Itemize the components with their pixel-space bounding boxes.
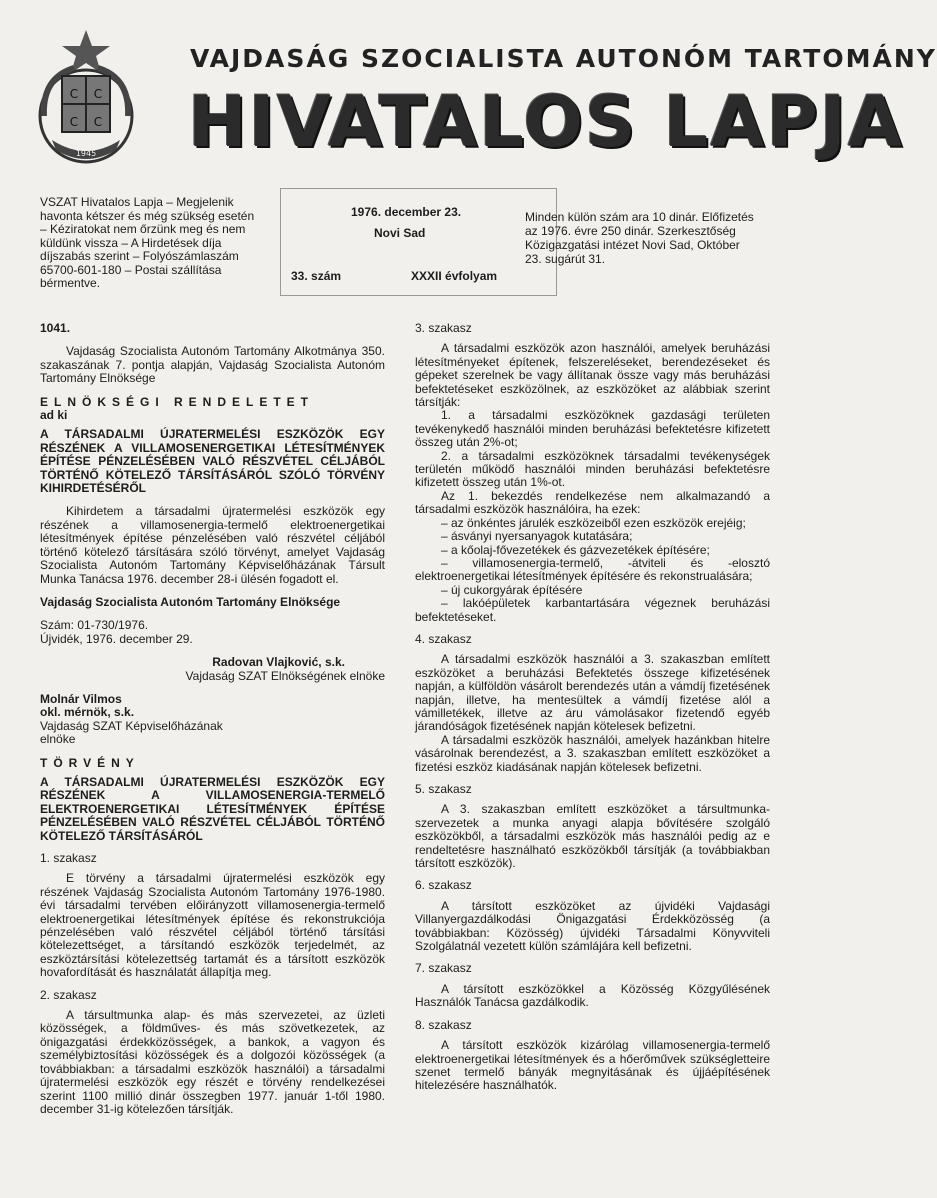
publication-subtitle: VAJDASÁG SZOCIALISTA AUTONÓM TARTOMÁNY: [190, 44, 937, 73]
document-number: 1041.: [40, 321, 71, 335]
signatory-1-role: Vajdaság SZAT Elnökségének elnöke: [185, 668, 385, 683]
section-4-paragraph-2: A társadalmi eszközök használói, amelyek hazánkban hitelre vásárolnak berendezést, a 3. szakaszban említett eszközöket a fizetési eszköz kiadásának napján kötelesek befizetni.: [415, 732, 770, 774]
section-3-dash-1: – az önkéntes járulék eszközeiből ezen eszközök erejéig;: [441, 515, 746, 530]
signatory-1-name: Radovan Vlajković, s.k.: [212, 655, 345, 670]
section-3-dash-5: – új cukorgyárak építésére: [441, 582, 583, 597]
section-8-paragraph: A társított eszközök kizárólag villamosenergia-termelő elektroenergetikai létesítmények és a hőerőművek szükségletteire szenet termelő bányák megnyitásának és újjáépítésének hitelezésére használhatók.: [415, 1038, 770, 1093]
right-column: [415, 322, 770, 1093]
section-4-paragraph-1: A társadalmi eszközök használói a 3. szakaszban említett eszközöket a beruházási Befektetés összege kifizetésének napján, a külföldön vásárolt berendezés után a vámdíj fizetésének napján, illetve, ha mentesültek a vámdíj fizetése alól a vámilletékek, illetve az áru vámolásakor fizetendő egyéb járandóságok fizetésének napján kötelesek befizetni.: [415, 652, 770, 734]
subscription-info: Minden külön szám ara 10 dinár. Előfizetés az 1976. évre 250 dinár. Szerkesztőség Közigazgatási intézet Novi Sad, Október 23. sugárút 31.: [525, 210, 754, 266]
section-7-paragraph: A társított eszközökkel a Közösség Közgyűlésének Használók Tanácsa gazdálkodik.: [415, 981, 770, 1010]
info-row: [40, 188, 760, 296]
issue-volume: XXXII évfolyam: [411, 269, 498, 283]
section-3-item-1: 1. a társadalmi eszközöknek gazdasági területen tevékenykedő használói minden beruházási befektetésre kifizetett összeg után 2%-ot;: [415, 408, 770, 450]
signatory-2-role-2: elnöke: [40, 732, 76, 747]
section-3-dash-6: – lakóépületek karbantartására végeznek beruházási befektetéseket.: [415, 596, 770, 624]
svg-text:C: C: [69, 115, 79, 129]
publication-notice: VSZAT Hivatalos Lapja – Megjelenik havonta kétszer és még szükség esetén – Kéziratokat nem őrzünk meg és nem küldünk vissza – A Hirdetések díja díjszabás szerint – Folyószámlaszám 65700-601-180 – Postai szállítása bérmentve.: [40, 195, 255, 290]
decree-title: ELNÖKSÉGI RENDELETET: [40, 394, 315, 409]
section-1-text: E törvény a társadalmi újratermelési eszközök egy részének Vajdaság Szocialista Autonóm Tartomány 1976-1980. évi társadalmi tervében előirányzott villamosenergia-termelő elektroenergetikai létesítmények építése és rekonstrukciója pénzelésében való részvétel céljából történő társítási kötelezettséget, a társítandó eszközök terjedelmét, az eszköztársítási kötelezettség tartamát és a társított eszközök hovafordítását és használatát állapítja meg.: [40, 871, 385, 980]
issue-box: [280, 188, 557, 296]
section-5-title: 5. szakasz: [415, 782, 472, 796]
section-6-paragraph: A társított eszközöket az újvidéki Vajdasági Villanyergazdálkodási Önigazgatási Érdekközösség (a továbbiakban: Közösség) újvidéki Társadalmi Könyvviteli Szolgálatnál vezetett külön számlájára kell befizetni.: [415, 898, 770, 954]
section-3-item-2: 2. a társadalmi eszközöknek társadalmi tevékenységek területén működő használói minden beruházási befektetésre kifizetett összeg után 1%-ot.: [415, 448, 770, 490]
signatory-2-title: okl. mérnök, s.k.: [40, 705, 135, 720]
decree-heading: A TÁRSADALMI ÚJRATERMELÉSI ESZKÖZÖK EGY RÉSZÉNEK A VILLAMOSENERGETIKAI LÉTESÍTMÉNYEK ÉPÍTÉSE PÉNZELÉSÉBEN VALÓ RÉSZVÉTEL CÉLJÁBÓL TÖRTÉNŐ KÖTELEZŐ TÁRSÍTÁSÁRÓL SZÓLÓ TÖRVÉNY KIHIRDETÉSÉRŐL: [40, 427, 385, 496]
section-2-text: A társultmunka alap- és más szervezetei, az üzleti közösségek, a földműves- és más szövetkezetek, az önigazgatási érdekközösségek, a bankok, a vagyon és személybiztosítási közösségek és a dolgozói közösségek (a továbbiakban: a társadalmi eszközök használói) a társadalmi újratermelési eszközök egy részét e törvény rendelkezései szerint 1100 millió dinár összegben 1977. január 1-től 1980. december 31-ig kötelezően társítják.: [40, 1008, 385, 1116]
law-title: TÖRVÉNY: [40, 755, 140, 770]
section-3-dash-3: – a kőolaj-fővezetékek és gázvezetékek építésére;: [441, 542, 710, 557]
issue-date: 1976. december 23.: [351, 205, 462, 219]
svg-text:C: C: [69, 87, 79, 101]
state-emblem-icon: [34, 28, 138, 166]
reference-date: Újvidék, 1976. december 29.: [40, 631, 193, 646]
section-6-title: 6. szakasz: [415, 878, 472, 893]
section-3-paragraph-2: Az 1. bekezdés rendelkezése nem alkalmazandó a társadalmi eszközök használóira, ha ezek:: [415, 488, 770, 517]
section-3-dash-4: – villamosenergia-termelő, -átviteli és -elosztó elektroenergetikai létesítmények építésére és rekonstrualására;: [415, 555, 770, 584]
publication-title: HIVATALOS LAPJA: [188, 81, 904, 163]
section-7-title: 7. szakasz: [415, 961, 472, 976]
section-3-paragraph-1: A társadalmi eszközök azon használói, amelyek beruházási létesítményeket építenek, felszereléseket, berendezéseket és gépeket szerelnek be vagy állítanak össze vagy más beruházási befektetéseket eszközölnek, az eszközöket az alábbiak szerint társítják:: [415, 341, 770, 410]
signatory-2-role: Vajdaság SZAT Képviselőházának: [40, 718, 223, 733]
intro-paragraph: Vajdaság Szocialista Autonóm Tartomány Alkotmánya 350. szakaszának 7. pontja alapján, Vajdaság Szocialista Autonóm Tartomány Elnöksége: [40, 344, 385, 386]
law-heading: A TÁRSADALMI ÚJRATERMELÉSI ESZKÖZÖK EGY RÉSZÉNEK A VILLAMOSENERGIA-TERMELŐ ELEKTROENERGETIKAI LÉTESÍTMÉNYEK ÉPÍTÉSE PÉNZELÉSÉBEN VALÓ RÉSZVÉTEL CÉLJÁBÓL TÖRTÉNŐ KÖTELEZŐ TÁRSÍTÁSÁRÓL: [40, 774, 385, 843]
emblem-year: 1945: [75, 149, 97, 158]
proclamation-paragraph: Kihirdetem a társadalmi újratermelési eszközök egy részének a villamosenergia-termelő elektroenergetikai létesítmények építése pénzelésében való részvétel céljából történő kötelező társítására szóló törvényt, amelyet Vajdaság Szocialista Autonóm Tartomány Képviselőházának Társult Munka Tanácsa 1976. december 28-i ülésén fogadott el.: [40, 504, 385, 586]
issue-place: Novi Sad: [374, 226, 426, 240]
left-column: [40, 322, 385, 1116]
section-5-paragraph: A 3. szakaszban említett eszközöket a társultmunka-szervezetek a munka anyagi alapja bővítésére szolgáló eszközökből, a társadalmi eszközök más használói pedig az e rendeltetésre használható eszközökből társítják (a továbbiakban társított eszközök).: [415, 802, 770, 871]
masthead: [0, 0, 937, 180]
section-2-title: 2. szakasz: [40, 987, 97, 1002]
issue-number: 33. szám: [291, 269, 342, 283]
section-1-title: 1. szakasz: [40, 851, 97, 865]
section-3-title: 3. szakasz: [415, 321, 472, 335]
section-8-title: 8. szakasz: [415, 1017, 472, 1032]
signatory-2-name: Molnár Vilmos: [40, 691, 122, 706]
decree-subtitle: ad ki: [40, 408, 68, 423]
section-4-title: 4. szakasz: [415, 631, 472, 646]
reference-number: Szám: 01-730/1976.: [40, 618, 149, 633]
section-3-dash-2: – ásványi nyersanyagok kutatására;: [441, 529, 633, 544]
presidency-name: Vajdaság Szocialista Autonóm Tartomány Elnöksége: [40, 594, 341, 609]
svg-text:C: C: [93, 87, 103, 101]
svg-text:C: C: [93, 115, 103, 129]
